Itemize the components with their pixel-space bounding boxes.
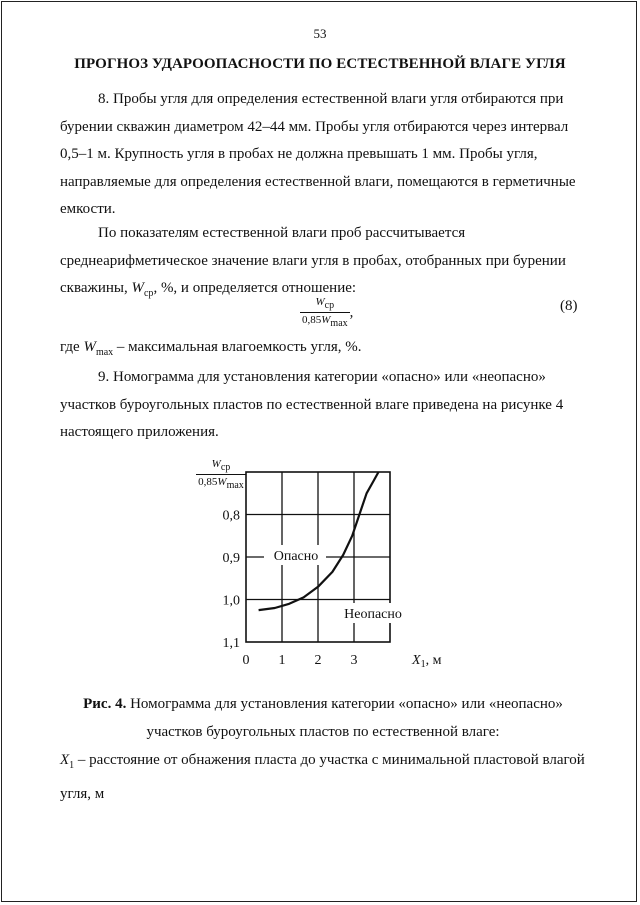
word: 9. Номограмма xyxy=(98,369,194,385)
paragraph-line: участков буроугольных пластов по естественной влаге приведена на рисунке 4 xyxy=(60,396,564,413)
y-tick-label: 1,1 xyxy=(222,636,240,651)
word: «опасно» xyxy=(381,369,441,385)
subscript: max xyxy=(330,318,348,330)
paragraph-line: направляемые для определения естественной влаги, помещаются в герметичные xyxy=(60,173,576,190)
coefficient: 0,85 xyxy=(302,314,322,327)
x-axis-label: $X_1$, м xyxy=(412,653,442,670)
word: показателям xyxy=(120,225,199,241)
symbol-w: W xyxy=(211,458,221,470)
subscript: 1 xyxy=(69,760,75,771)
symbol-w: W xyxy=(131,280,144,296)
word: установления xyxy=(223,369,311,385)
text-run: скважины, xyxy=(60,280,132,296)
fraction xyxy=(196,458,246,492)
text-run: – максимальная влагоемкость угля, %. xyxy=(113,339,362,355)
word: По xyxy=(98,225,117,241)
paragraph-line: 0,5–1 м. Крупность угля в пробах не должна превышать 1 мм. Пробы угля, xyxy=(60,146,538,162)
paragraph-line: 8. Пробы угля для определения естественной влаги угля отбираются при xyxy=(98,91,564,107)
paragraph-line: емкости. xyxy=(60,201,116,217)
symbol-w: W xyxy=(217,476,227,489)
subscript: ср xyxy=(324,300,335,312)
caption-line: угля, м xyxy=(60,786,105,802)
text-run: Номограмма для установления категории «опасно» или «неопасно» xyxy=(126,696,563,712)
annotation-dangerous: Опасно xyxy=(273,549,319,564)
caption-line xyxy=(60,746,586,780)
page-number: 53 xyxy=(313,26,327,41)
caption-line xyxy=(60,690,586,718)
paragraph-line: бурении скважин диаметром 42–44 мм. Пробы угля отбираются через интервал xyxy=(60,118,569,135)
paragraph-line: настоящего приложения. xyxy=(60,424,219,440)
text-run: где xyxy=(60,339,84,355)
word: «неопасно» xyxy=(471,369,546,385)
x-tick-label: 3 xyxy=(350,653,358,668)
y-tick-label: 1,0 xyxy=(222,593,240,609)
figure-caption xyxy=(60,690,586,808)
y-axis-label xyxy=(192,458,250,492)
symbol-w: W xyxy=(83,339,96,355)
section-title: ПРОГНОЗ УДАРООПАСНОСТИ ПО ЕСТЕСТВЕННОЙ ВЛАГЕ УГЛЯ xyxy=(74,56,566,72)
annotation-safe: Неопасно xyxy=(344,607,402,622)
word: влаги xyxy=(291,225,328,241)
word: категории xyxy=(314,369,378,385)
denominator: $0,85W_{max}$ xyxy=(198,476,244,492)
subscript: ср xyxy=(143,288,154,299)
symbol-w: W xyxy=(321,314,331,327)
text-run: , %, и определяется отношение: xyxy=(153,280,357,296)
chart-labels xyxy=(223,509,442,671)
formula-comma: , xyxy=(349,304,354,321)
numerator xyxy=(210,458,233,474)
word: проб xyxy=(330,225,362,241)
y-tick-label: 0,8 xyxy=(222,508,240,524)
formula-number: (8) xyxy=(560,298,578,314)
paragraph-line: среднеарифметическое значение влаги угля в пробах, отобранных при бурении xyxy=(60,252,566,269)
subscript: ср xyxy=(220,462,231,474)
caption-label: Рис. 4. xyxy=(83,696,127,712)
x-tick-label: 2 xyxy=(314,653,322,668)
y-tick-label: 0,9 xyxy=(222,551,240,566)
symbol-w: W xyxy=(315,296,325,308)
text-run: – расстояние от обнажения пласта до участка с минимальной пластовой влагой xyxy=(74,752,585,768)
x-tick-label: 0 xyxy=(242,653,250,668)
word: для xyxy=(197,369,220,385)
caption-line: участков буроугольных пластов по естественной влаге: xyxy=(146,724,500,740)
subscript: max xyxy=(95,347,114,358)
word: естественной xyxy=(202,225,289,241)
symbol-x: X xyxy=(60,752,70,768)
x-tick-label: 1 xyxy=(278,653,286,668)
word: рассчитывается xyxy=(365,225,466,241)
word: или xyxy=(444,369,469,385)
subscript: max xyxy=(226,480,244,492)
